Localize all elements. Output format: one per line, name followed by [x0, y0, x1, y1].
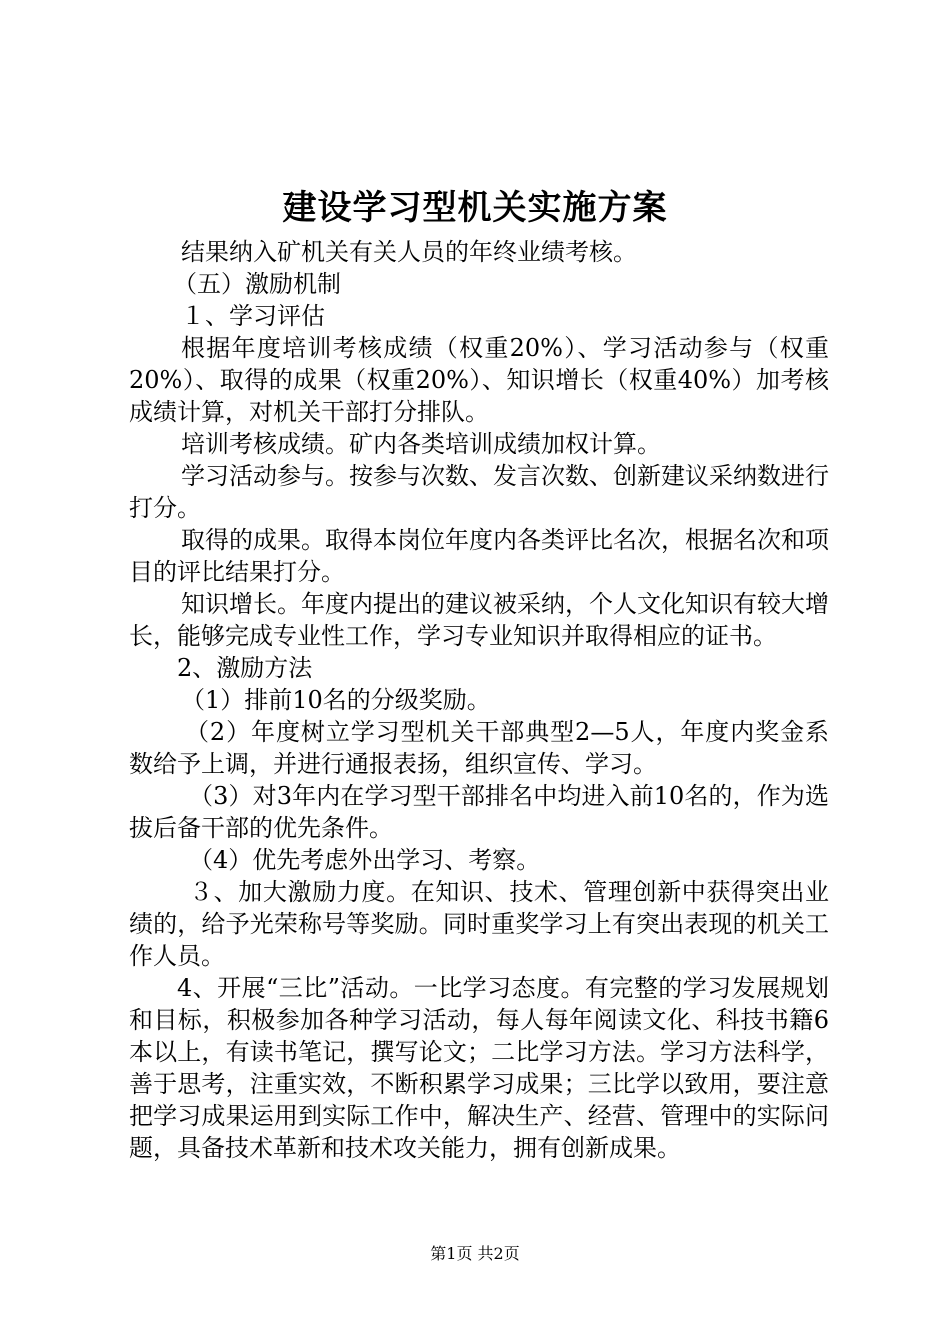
paragraph: ３、加大激励力度。在知识、技术、管理创新中获得突出业绩的，给予光荣称号等奖励。同时重奖学习上有突出表现的机关工作人员。 [129, 878, 829, 970]
list-item: （1）排前10名的分级奖励。 [181, 686, 491, 714]
subsection-heading: １、学习评估 [181, 302, 325, 330]
paragraph: 根据年度培训考核成绩（权重20%）、学习活动参与（权重20%）、取得的成果（权重20%）、知识增长（权重40%）加考核成绩计算，对机关干部打分排队。 [129, 334, 829, 426]
paragraph: 学习活动参与。按参与次数、发言次数、创新建议采纳数进行打分。 [129, 462, 829, 522]
subsection-heading: 2、激励方法 [177, 654, 313, 682]
document-body [129, 236, 829, 1164]
paragraph: 培训考核成绩。矿内各类培训成绩加权计算。 [181, 430, 661, 458]
paragraph: 取得的成果。取得本岗位年度内各类评比名次，根据名次和项目的评比结果打分。 [129, 526, 829, 586]
list-item: （3）对3年内在学习型干部排名中均进入前10名的，作为选拔后备干部的优先条件。 [129, 782, 829, 842]
list-item: （2）年度树立学习型机关干部典型2—5人，年度内奖金系数给予上调，并进行通报表扬，组织宣传、学习。 [129, 718, 829, 778]
list-item: （4）优先考虑外出学习、考察。 [189, 846, 541, 874]
paragraph: 结果纳入矿机关有关人员的年终业绩考核。 [181, 238, 637, 266]
paragraph: 4、开展“三比”活动。一比学习态度。有完整的学习发展规划和目标，积极参加各种学习活动，每人每年阅读文化、科技书籍6本以上，有读书笔记，撰写论文；二比学习方法。学习方法科学，善于思考，注重实效，不断积累学习成果；三比学以致用，要注意把学习成果运用到实际工作中，解决生产、经营、管理中的实际问题，具备技术革新和技术攻关能力，拥有创新成果。 [129, 974, 829, 1162]
paragraph: 知识增长。年度内提出的建议被采纳，个人文化知识有较大增长，能够完成专业性工作，学习专业知识并取得相应的证书。 [129, 590, 829, 650]
page-footer: 第1页 共2页 [430, 1244, 520, 1263]
section-heading: （五）激励机制 [173, 270, 341, 298]
document-title: 建设学习型机关实施方案 [282, 188, 668, 228]
